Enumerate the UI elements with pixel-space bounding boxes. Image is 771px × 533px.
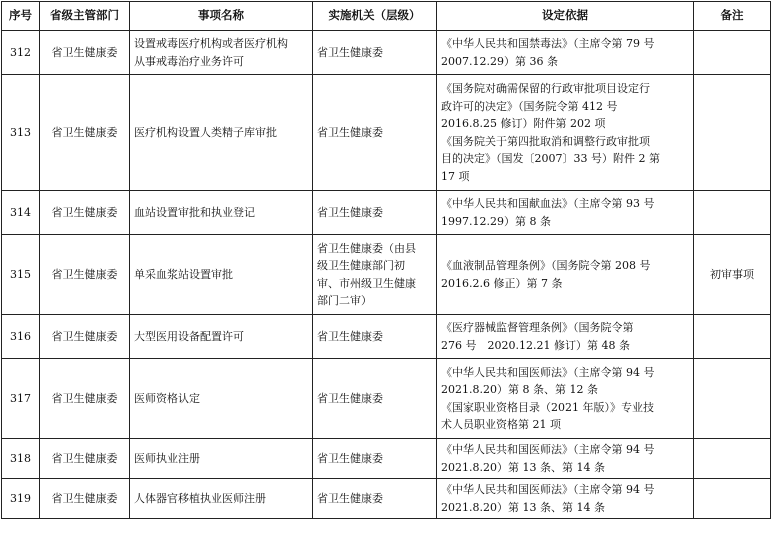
header-agency: 实施机关（层级） [313, 2, 437, 31]
basis-line: 《中华人民共和国禁毒法》（主席令第 79 号 [441, 37, 655, 50]
cell-seq: 314 [2, 191, 40, 235]
cell-dept: 省卫生健康委 [40, 235, 130, 315]
header-name: 事项名称 [130, 2, 313, 31]
header-row [2, 2, 771, 31]
agency-line: 省卫生健康委 [317, 451, 383, 465]
cell-seq: 317 [2, 359, 40, 439]
cell-dept: 省卫生健康委 [40, 191, 130, 235]
basis-line: 2016.2.6 修正）第 7 条 [441, 276, 563, 290]
cell-basis [437, 191, 694, 235]
name-line: 单采血浆站设置审批 [134, 267, 233, 281]
basis-line: 《中华人民共和国医师法》（主席令第 94 号 [441, 365, 655, 379]
name-line: 医疗机构设置人类精子库审批 [134, 125, 277, 139]
cell-note [694, 75, 771, 191]
name-line: 医师执业注册 [134, 451, 200, 465]
table-row [2, 235, 771, 315]
cell-seq: 318 [2, 439, 40, 479]
agency-line: 省卫生健康委 [317, 205, 383, 219]
cell-basis [437, 439, 694, 479]
cell-dept: 省卫生健康委 [40, 31, 130, 75]
name-line: 血站设置审批和执业登记 [134, 205, 255, 219]
basis-line: 术人员职业资格第 21 项 [441, 418, 561, 431]
cell-basis [437, 315, 694, 359]
cell-name [130, 359, 313, 439]
header-seq: 序号 [2, 2, 40, 31]
header-dept: 省级主管部门 [40, 2, 130, 31]
cell-note [694, 191, 771, 235]
basis-line: 《血液制品管理条例》（国务院令第 208 号 [441, 259, 651, 272]
cell-dept: 省卫生健康委 [40, 479, 130, 519]
cell-basis [437, 31, 694, 75]
header-note: 备注 [694, 2, 771, 31]
agency-line: 省卫生健康委 [317, 491, 383, 505]
cell-seq: 312 [2, 31, 40, 75]
basis-line: 2021.8.20）第 8 条、第 12 条 [441, 383, 598, 396]
agency-line: 省卫生健康委（由县 [317, 241, 416, 255]
basis-line: 《医疗器械监督管理条例》（国务院令第 [441, 321, 634, 334]
basis-line: 《中华人民共和国医师法》（主席令第 94 号 [441, 443, 655, 456]
table-row [2, 479, 771, 519]
cell-dept: 省卫生健康委 [40, 359, 130, 439]
agency-line: 审、市州级卫生健康 [317, 276, 416, 290]
name-line: 人体器官移植执业医师注册 [134, 491, 266, 505]
header-basis: 设定依据 [437, 2, 694, 31]
cell-agency [313, 439, 437, 479]
basis-line: 2016.8.25 修订）附件第 202 项 [441, 117, 606, 130]
cell-agency [313, 359, 437, 439]
cell-name [130, 75, 313, 191]
agency-line: 省卫生健康委 [317, 125, 383, 139]
agency-line: 部门二审） [317, 294, 372, 307]
basis-line: 2021.8.20）第 13 条、第 14 条 [441, 500, 605, 514]
cell-agency [313, 479, 437, 519]
table-row [2, 191, 771, 235]
cell-agency [313, 31, 437, 75]
cell-seq: 313 [2, 75, 40, 191]
name-line: 设置戒毒医疗机构或者医疗机构 [134, 37, 288, 50]
cell-name [130, 479, 313, 519]
cell-note [694, 479, 771, 519]
cell-name [130, 235, 313, 315]
cell-name [130, 439, 313, 479]
basis-line: 2007.12.29）第 36 条 [441, 54, 558, 68]
table-row [2, 439, 771, 479]
name-line: 大型医用设备配置许可 [134, 329, 244, 343]
cell-basis [437, 359, 694, 439]
admin-license-table [1, 1, 771, 519]
cell-seq: 319 [2, 479, 40, 519]
cell-agency [313, 315, 437, 359]
basis-line: 17 项 [441, 169, 470, 183]
name-line: 医师资格认定 [134, 391, 200, 405]
basis-line: 《国务院对确需保留的行政审批项目设定行 [441, 82, 650, 95]
cell-basis [437, 235, 694, 315]
table-row [2, 359, 771, 439]
table-row [2, 31, 771, 75]
table-row [2, 75, 771, 191]
cell-agency [313, 75, 437, 191]
cell-name [130, 315, 313, 359]
agency-line: 级卫生健康部门初 [317, 259, 405, 272]
cell-seq: 315 [2, 235, 40, 315]
cell-basis [437, 75, 694, 191]
cell-agency [313, 235, 437, 315]
cell-basis [437, 479, 694, 519]
cell-note [694, 315, 771, 359]
cell-note: 初审事项 [694, 235, 771, 315]
agency-line: 省卫生健康委 [317, 45, 383, 59]
basis-line: 《国务院关于第四批取消和调整行政审批项 [441, 134, 650, 148]
agency-line: 省卫生健康委 [317, 391, 383, 405]
cell-dept: 省卫生健康委 [40, 75, 130, 191]
agency-line: 省卫生健康委 [317, 329, 383, 343]
basis-line: 《中华人民共和国医师法》（主席令第 94 号 [441, 483, 655, 496]
basis-line: 政许可的决定》（国务院令第 412 号 [441, 99, 618, 113]
basis-line: 2021.8.20）第 13 条、第 14 条 [441, 460, 605, 474]
cell-name [130, 191, 313, 235]
table-row [2, 315, 771, 359]
basis-line: 276 号 2020.12.21 修订）第 48 条 [441, 338, 630, 352]
basis-line: 1997.12.29）第 8 条 [441, 214, 551, 228]
basis-line: 《中华人民共和国献血法》（主席令第 93 号 [441, 197, 655, 210]
cell-agency [313, 191, 437, 235]
basis-line: 《国家职业资格目录（2021 年版）》专业技 [441, 400, 654, 414]
cell-dept: 省卫生健康委 [40, 315, 130, 359]
cell-name [130, 31, 313, 75]
cell-note [694, 439, 771, 479]
basis-line: 目的决定》（国发〔2007〕33 号）附件 2 第 [441, 152, 660, 165]
name-line: 从事戒毒治疗业务许可 [134, 54, 244, 68]
cell-dept: 省卫生健康委 [40, 439, 130, 479]
cell-note [694, 359, 771, 439]
cell-note [694, 31, 771, 75]
cell-seq: 316 [2, 315, 40, 359]
